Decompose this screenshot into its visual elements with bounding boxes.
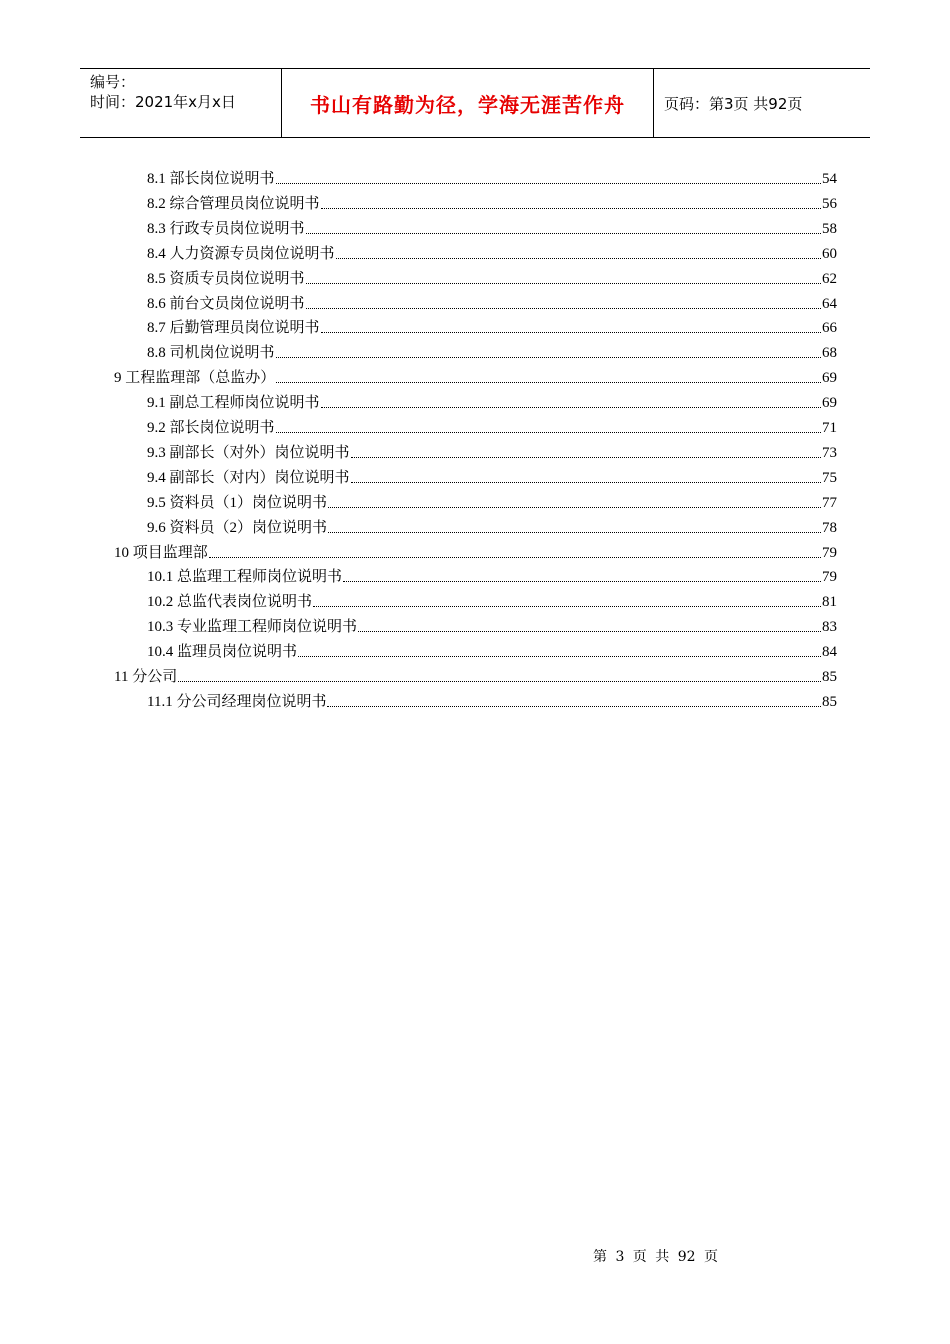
toc-dot-leader [351, 457, 821, 458]
toc-entry[interactable] [147, 168, 837, 190]
toc-entry-label: 9.2 部长岗位说明书 [147, 420, 275, 436]
toc-entry[interactable] [147, 442, 837, 464]
toc-entry-label: 8.4 人力资源专员岗位说明书 [147, 246, 335, 262]
toc-entry-page-number: 84 [822, 644, 837, 660]
toc-entry-page-number: 69 [822, 370, 837, 386]
toc-entry-label: 11.1 分公司经理岗位说明书 [147, 694, 327, 710]
toc-entry-page-number: 64 [822, 296, 837, 312]
toc-dot-leader [276, 382, 821, 383]
header-right-cell [654, 69, 870, 137]
header-motto: 书山有路勤为径，学海无涯苦作舟 [310, 92, 625, 117]
toc-dot-leader [313, 606, 821, 607]
toc-dot-leader [306, 308, 821, 309]
toc-dot-leader [276, 432, 821, 433]
toc-entry-page-number: 58 [822, 221, 837, 237]
toc-entry-label: 10.4 监理员岗位说明书 [147, 644, 298, 660]
toc-entry-page-number: 60 [822, 246, 837, 262]
toc-entry-label: 8.5 资质专员岗位说明书 [147, 271, 305, 287]
toc-entry-label: 8.1 部长岗位说明书 [147, 171, 275, 187]
toc-entry[interactable] [147, 293, 837, 315]
toc-entry[interactable] [147, 392, 837, 414]
header-page-info: 页码：第3页 共92页 [664, 94, 803, 113]
page-footer: 第 3 页 共 92 页 [593, 1249, 718, 1265]
toc-dot-leader [343, 581, 821, 582]
toc-dot-leader [327, 706, 821, 707]
toc-entry[interactable] [147, 591, 837, 613]
toc-dot-leader [328, 532, 821, 533]
toc-entry[interactable] [147, 342, 837, 364]
toc-entry[interactable] [147, 317, 837, 339]
toc-entry-page-number: 54 [822, 171, 837, 187]
toc-dot-leader [336, 258, 821, 259]
toc-entry-page-number: 71 [822, 420, 837, 436]
toc-entry[interactable] [114, 542, 837, 564]
toc-entry-page-number: 75 [822, 470, 837, 486]
toc-entry-label: 8.6 前台文员岗位说明书 [147, 296, 305, 312]
toc-entry-label: 9.3 副部长（对外）岗位说明书 [147, 445, 350, 461]
toc-entry-page-number: 79 [822, 545, 837, 561]
toc-entry-page-number: 56 [822, 196, 837, 212]
toc-entry-page-number: 62 [822, 271, 837, 287]
page-header [80, 68, 870, 138]
document-time-label: 时间：2021年x月x日 [90, 93, 236, 111]
toc-entry-label: 9.1 副总工程师岗位说明书 [147, 395, 320, 411]
toc-entry-page-number: 85 [822, 694, 837, 710]
toc-entry[interactable] [147, 193, 837, 215]
toc-entry-page-number: 77 [822, 495, 837, 511]
toc-dot-leader [321, 208, 821, 209]
toc-entry-label: 11 分公司 [114, 669, 178, 685]
toc-dot-leader [276, 183, 821, 184]
toc-entry-page-number: 68 [822, 345, 837, 361]
toc-entry[interactable] [147, 616, 837, 638]
toc-entry-label: 10.3 专业监理工程师岗位说明书 [147, 619, 358, 635]
toc-dot-leader [209, 557, 821, 558]
toc-entry[interactable] [147, 268, 837, 290]
toc-entry-label: 9.5 资料员（1）岗位说明书 [147, 495, 328, 511]
toc-dot-leader [306, 283, 821, 284]
toc-dot-leader [306, 233, 821, 234]
toc-entry-label: 9.6 资料员（2）岗位说明书 [147, 520, 328, 536]
toc-entry-page-number: 78 [822, 520, 837, 536]
toc-entry[interactable] [114, 666, 837, 688]
toc-entry-page-number: 81 [822, 594, 837, 610]
toc-dot-leader [276, 357, 821, 358]
toc-entry-label: 8.8 司机岗位说明书 [147, 345, 275, 361]
toc-entry[interactable] [114, 367, 837, 389]
toc-entry-label: 10.1 总监理工程师岗位说明书 [147, 569, 343, 585]
toc-entry-page-number: 69 [822, 395, 837, 411]
toc-dot-leader [328, 507, 821, 508]
toc-dot-leader [178, 681, 821, 682]
toc-entry-label: 8.7 后勤管理员岗位说明书 [147, 320, 320, 336]
toc-entry[interactable] [147, 691, 837, 713]
document-number-label: 编号： [90, 73, 136, 91]
toc-entry-page-number: 66 [822, 320, 837, 336]
toc-entry[interactable] [147, 218, 837, 240]
toc-dot-leader [321, 407, 821, 408]
toc-entry-label: 9 工程监理部（总监办） [114, 370, 276, 386]
toc-dot-leader [351, 482, 821, 483]
toc-entry-label: 10 项目监理部 [114, 545, 208, 561]
toc-entry-label: 10.2 总监代表岗位说明书 [147, 594, 313, 610]
toc-dot-leader [298, 656, 821, 657]
header-middle-cell [282, 69, 654, 137]
toc-entry-label: 9.4 副部长（对内）岗位说明书 [147, 470, 350, 486]
toc-entry-label: 8.3 行政专员岗位说明书 [147, 221, 305, 237]
toc-dot-leader [358, 631, 821, 632]
toc-entry-page-number: 83 [822, 619, 837, 635]
toc-entry-page-number: 79 [822, 569, 837, 585]
toc-entry[interactable] [147, 641, 837, 663]
toc-dot-leader [321, 332, 821, 333]
toc-entry[interactable] [147, 566, 837, 588]
toc-entry-label: 8.2 综合管理员岗位说明书 [147, 196, 320, 212]
header-left-cell [80, 69, 282, 137]
toc-entry[interactable] [147, 417, 837, 439]
toc-entry[interactable] [147, 492, 837, 514]
toc-entry[interactable] [147, 467, 837, 489]
toc-entry-page-number: 73 [822, 445, 837, 461]
toc-entry[interactable] [147, 243, 837, 265]
toc-entry[interactable] [147, 517, 837, 539]
toc-entry-page-number: 85 [822, 669, 837, 685]
